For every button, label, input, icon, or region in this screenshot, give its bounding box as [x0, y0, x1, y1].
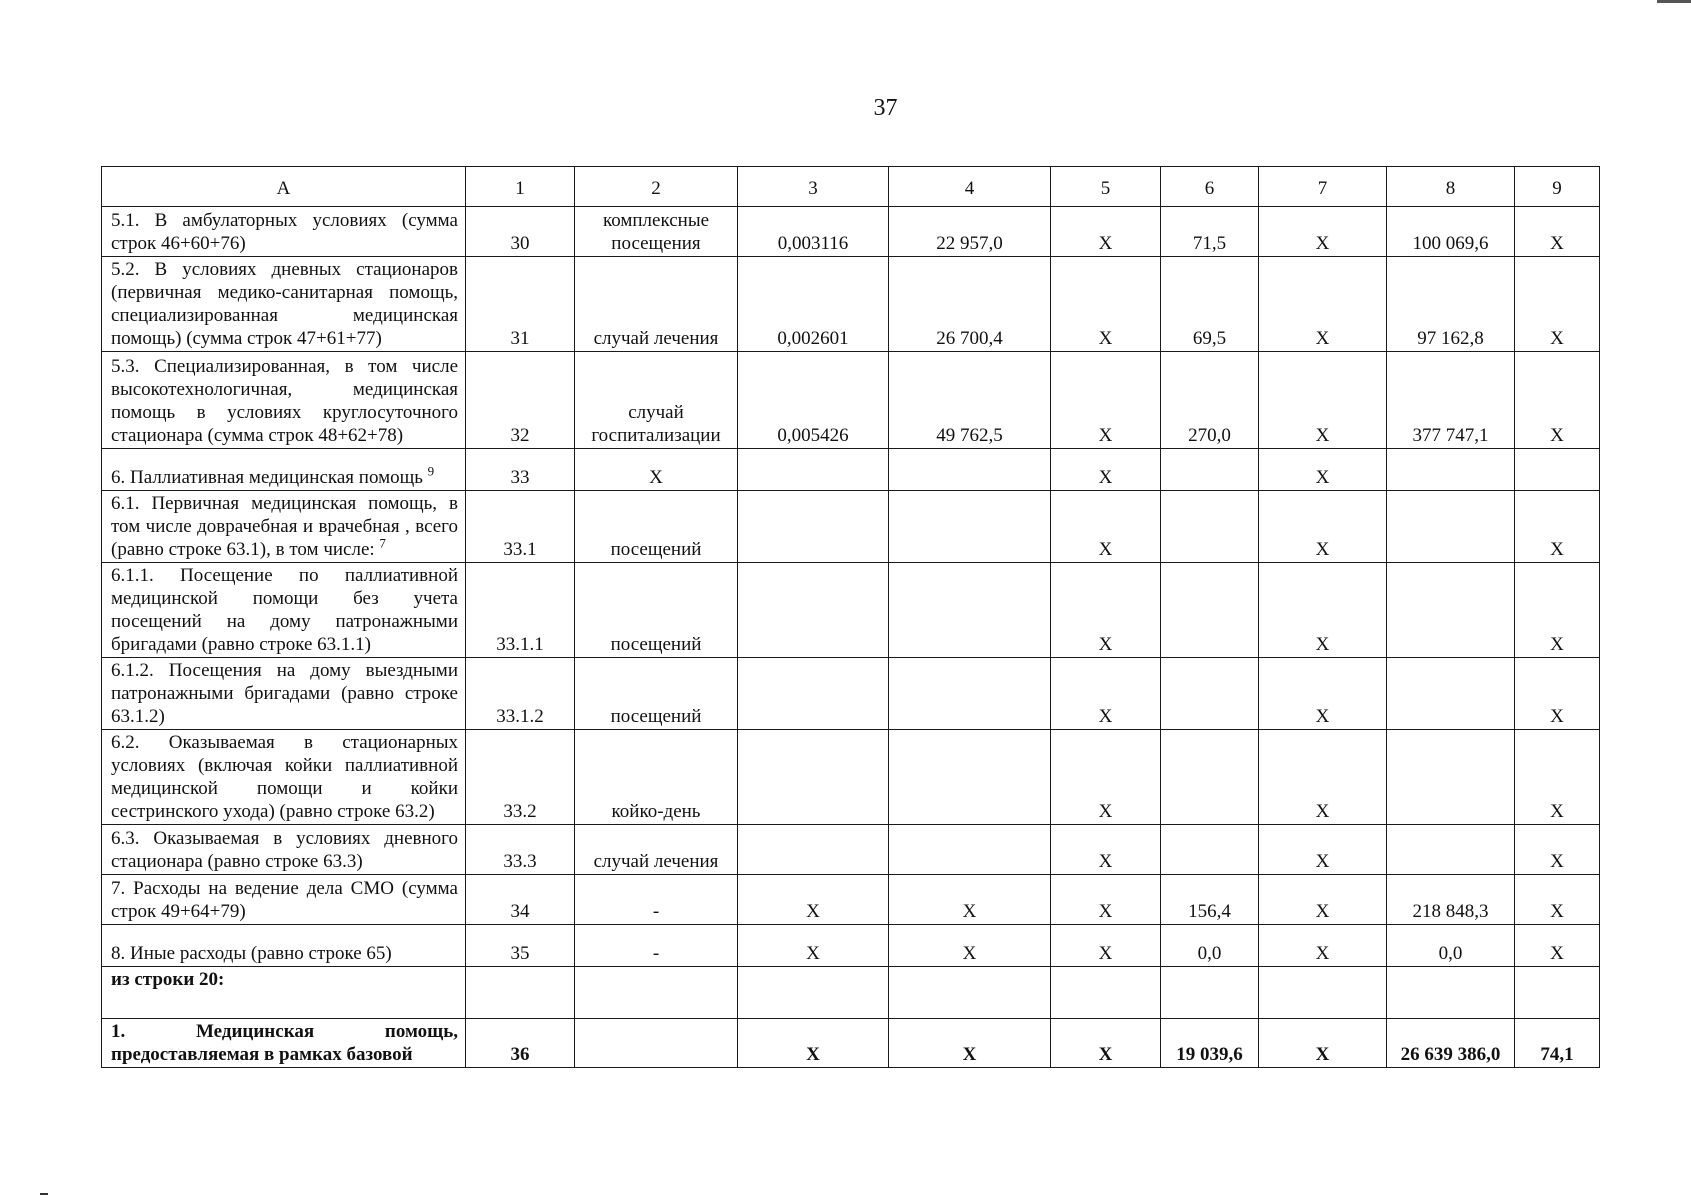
cell-col-4: Х [889, 925, 1051, 967]
cell-col-4 [889, 563, 1051, 658]
table-row [102, 730, 1600, 825]
cell-col-8: 377 747,1 [1387, 352, 1515, 449]
cell-col-5: Х [1051, 658, 1161, 730]
cell-col-3: 0,003116 [738, 207, 889, 257]
cell-col-6 [1161, 563, 1259, 658]
header-cell-6: 6 [1161, 167, 1259, 207]
row-description-cell [102, 925, 466, 967]
cell-col-2: - [575, 925, 738, 967]
cell-col-2: комплексные посещения [575, 207, 738, 257]
page-number: 37 [873, 95, 898, 121]
cell-col-9 [1515, 449, 1600, 491]
header-cell-a: А [102, 167, 466, 207]
cell-col-6: 19 039,6 [1161, 1019, 1259, 1068]
cell-col-6: 156,4 [1161, 875, 1259, 925]
cell-col-3 [738, 563, 889, 658]
cell-col-8: 0,0 [1387, 925, 1515, 967]
cell-col-9: Х [1515, 491, 1600, 563]
cell-col-6: 270,0 [1161, 352, 1259, 449]
row-description: 8. Иные расходы (равно строке 65) [111, 943, 392, 964]
table-row [102, 449, 1600, 491]
row-description: из строки 20: [111, 969, 225, 990]
cell-col-1: 31 [466, 257, 575, 352]
cell-col-2: случай лечения [575, 257, 738, 352]
table-row [102, 875, 1600, 925]
data-table [101, 166, 1600, 1068]
cell-col-4: 22 957,0 [889, 207, 1051, 257]
cell-col-7: Х [1259, 352, 1387, 449]
header-cell-5: 5 [1051, 167, 1161, 207]
cell-col-6 [1161, 449, 1259, 491]
cell-col-7: Х [1259, 1019, 1387, 1068]
row-description: 5.2. В условиях дневных стационаров (первичная медико-санитарная помощь, специализированная медицинская помощь) (сумма строк 47+61+77) [111, 259, 458, 349]
cell-col-3 [738, 730, 889, 825]
row-description: 6. Паллиативная медицинская помощь [111, 467, 423, 488]
row-description-cell [102, 730, 466, 825]
cell-col-3: 0,002601 [738, 257, 889, 352]
row-description: 6.1.2. Посещения на дому выездными патронажными бригадами (равно строке 63.1.2) [111, 660, 458, 727]
cell-col-1: 33.1 [466, 491, 575, 563]
cell-col-9: Х [1515, 925, 1600, 967]
cell-col-5 [1051, 967, 1161, 1019]
cell-col-1: 36 [466, 1019, 575, 1068]
cell-col-1: 33.2 [466, 730, 575, 825]
cell-col-1: 33 [466, 449, 575, 491]
cell-col-2: койко-день [575, 730, 738, 825]
cell-col-9: Х [1515, 257, 1600, 352]
row-description-cell [102, 658, 466, 730]
cell-col-3 [738, 825, 889, 875]
row-description-cell [102, 207, 466, 257]
row-description: 6.1.1. Посещение по паллиативной медицинской помощи без учета посещений на дому патронажными бригадами (равно строке 63.1.1) [111, 565, 458, 655]
cell-col-3 [738, 967, 889, 1019]
cell-col-1 [466, 967, 575, 1019]
header-cell-8: 8 [1387, 167, 1515, 207]
cell-col-6: 0,0 [1161, 925, 1259, 967]
header-cell-7: 7 [1259, 167, 1387, 207]
cell-col-2 [575, 967, 738, 1019]
cell-col-1: 33.3 [466, 825, 575, 875]
cell-col-7: Х [1259, 449, 1387, 491]
cell-col-8 [1387, 491, 1515, 563]
cell-col-5: Х [1051, 730, 1161, 825]
cell-col-8: 26 639 386,0 [1387, 1019, 1515, 1068]
cell-col-3: Х [738, 925, 889, 967]
row-description: 1. Медицинская помощь, предоставляемая в рамках базовой [111, 1021, 458, 1065]
table-row [102, 207, 1600, 257]
header-cell-4: 4 [889, 167, 1051, 207]
cell-col-7: Х [1259, 563, 1387, 658]
cell-col-5: Х [1051, 207, 1161, 257]
cell-col-9: Х [1515, 730, 1600, 825]
table-row [102, 825, 1600, 875]
cell-col-8 [1387, 730, 1515, 825]
cell-col-3 [738, 491, 889, 563]
header-cell-1: 1 [466, 167, 575, 207]
cell-col-9: Х [1515, 352, 1600, 449]
cell-col-9: Х [1515, 563, 1600, 658]
table-row [102, 658, 1600, 730]
table-row [102, 967, 1600, 1019]
cell-col-5: Х [1051, 491, 1161, 563]
cell-col-3 [738, 449, 889, 491]
cell-col-6 [1161, 658, 1259, 730]
cell-col-4 [889, 658, 1051, 730]
cell-col-5: Х [1051, 257, 1161, 352]
row-description-cell [102, 875, 466, 925]
cell-col-2: - [575, 875, 738, 925]
row-description-cell [102, 1019, 466, 1068]
cell-col-6 [1161, 730, 1259, 825]
cell-col-5: Х [1051, 352, 1161, 449]
cell-col-6 [1161, 491, 1259, 563]
cell-col-2: случай лечения [575, 825, 738, 875]
table-row [102, 925, 1600, 967]
header-row [102, 167, 1600, 207]
cell-col-9: 74,1 [1515, 1019, 1600, 1068]
cell-col-5: Х [1051, 1019, 1161, 1068]
cell-col-1: 30 [466, 207, 575, 257]
scan-corner-mark [1657, 0, 1691, 3]
table-row [102, 352, 1600, 449]
row-description: 6.2. Оказываемая в стационарных условиях (включая койки паллиативной медицинской помощи и койки сестринского ухода) (равно строке 63.2) [111, 732, 458, 822]
cell-col-3: 0,005426 [738, 352, 889, 449]
row-description-cell [102, 257, 466, 352]
row-description-cell [102, 352, 466, 449]
cell-col-8: 97 162,8 [1387, 257, 1515, 352]
table-row [102, 1019, 1600, 1068]
cell-col-7: Х [1259, 925, 1387, 967]
cell-col-9: Х [1515, 658, 1600, 730]
header-cell-9: 9 [1515, 167, 1600, 207]
cell-col-1: 35 [466, 925, 575, 967]
cell-col-4 [889, 967, 1051, 1019]
cell-col-1: 34 [466, 875, 575, 925]
row-description-cell [102, 967, 466, 1019]
cell-col-4 [889, 730, 1051, 825]
cell-col-4: 49 762,5 [889, 352, 1051, 449]
cell-col-7: Х [1259, 658, 1387, 730]
row-description: 5.1. В амбулаторных условиях (сумма строк 46+60+76) [111, 210, 458, 254]
cell-col-4: 26 700,4 [889, 257, 1051, 352]
cell-col-7: Х [1259, 875, 1387, 925]
cell-col-6 [1161, 825, 1259, 875]
cell-col-8: 218 848,3 [1387, 875, 1515, 925]
row-description: 7. Расходы на ведение дела СМО (сумма строк 49+64+79) [111, 878, 458, 922]
cell-col-1: 33.1.1 [466, 563, 575, 658]
cell-col-4: Х [889, 1019, 1051, 1068]
table-row [102, 563, 1600, 658]
footnote-marker: 9 [427, 463, 435, 479]
row-description: 6.3. Оказываемая в условиях дневного стационара (равно строке 63.3) [111, 828, 458, 872]
cell-col-8 [1387, 449, 1515, 491]
table-row [102, 257, 1600, 352]
cell-col-8 [1387, 658, 1515, 730]
cell-col-6: 69,5 [1161, 257, 1259, 352]
cell-col-8 [1387, 563, 1515, 658]
row-description-cell [102, 491, 466, 563]
cell-col-1: 32 [466, 352, 575, 449]
cell-col-6: 71,5 [1161, 207, 1259, 257]
cell-col-8 [1387, 825, 1515, 875]
row-description-cell [102, 825, 466, 875]
cell-col-4: Х [889, 875, 1051, 925]
cell-col-6 [1161, 967, 1259, 1019]
cell-col-2 [575, 1019, 738, 1068]
cell-col-7: Х [1259, 257, 1387, 352]
table-body [102, 207, 1600, 1068]
table-row [102, 491, 1600, 563]
cell-col-1: 33.1.2 [466, 658, 575, 730]
cell-col-5: Х [1051, 875, 1161, 925]
row-description: 5.3. Специализированная, в том числе высокотехнологичная, медицинская помощь в условиях круглосуточного стационара (сумма строк 48+62+78) [111, 356, 458, 446]
cell-col-2: случай госпитализации [575, 352, 738, 449]
header-cell-3: 3 [738, 167, 889, 207]
cell-col-2: Х [575, 449, 738, 491]
cell-col-8: 100 069,6 [1387, 207, 1515, 257]
cell-col-2: посещений [575, 491, 738, 563]
cell-col-5: Х [1051, 925, 1161, 967]
cell-col-4 [889, 825, 1051, 875]
row-description-cell [102, 449, 466, 491]
cell-col-5: Х [1051, 449, 1161, 491]
cell-col-9: Х [1515, 825, 1600, 875]
cell-col-2: посещений [575, 563, 738, 658]
cell-col-8 [1387, 967, 1515, 1019]
cell-col-7: Х [1259, 207, 1387, 257]
cell-col-3: Х [738, 1019, 889, 1068]
cell-col-3: Х [738, 875, 889, 925]
cell-col-4 [889, 449, 1051, 491]
cell-col-5: Х [1051, 563, 1161, 658]
row-description-cell [102, 563, 466, 658]
cell-col-9: Х [1515, 207, 1600, 257]
cell-col-7: Х [1259, 491, 1387, 563]
cell-col-7 [1259, 967, 1387, 1019]
cell-col-7: Х [1259, 730, 1387, 825]
cell-col-9 [1515, 967, 1600, 1019]
cell-col-9: Х [1515, 875, 1600, 925]
cell-col-4 [889, 491, 1051, 563]
cell-col-3 [738, 658, 889, 730]
cell-col-5: Х [1051, 825, 1161, 875]
cell-col-2: посещений [575, 658, 738, 730]
scan-dash-mark [40, 1193, 48, 1195]
footnote-marker: 7 [379, 535, 386, 551]
cell-col-7: Х [1259, 825, 1387, 875]
row-description: 6.1. Первичная медицинская помощь, в том числе доврачебная и врачебная , всего (равно строке 63.1), в том числе: [111, 493, 458, 560]
header-cell-2: 2 [575, 167, 738, 207]
